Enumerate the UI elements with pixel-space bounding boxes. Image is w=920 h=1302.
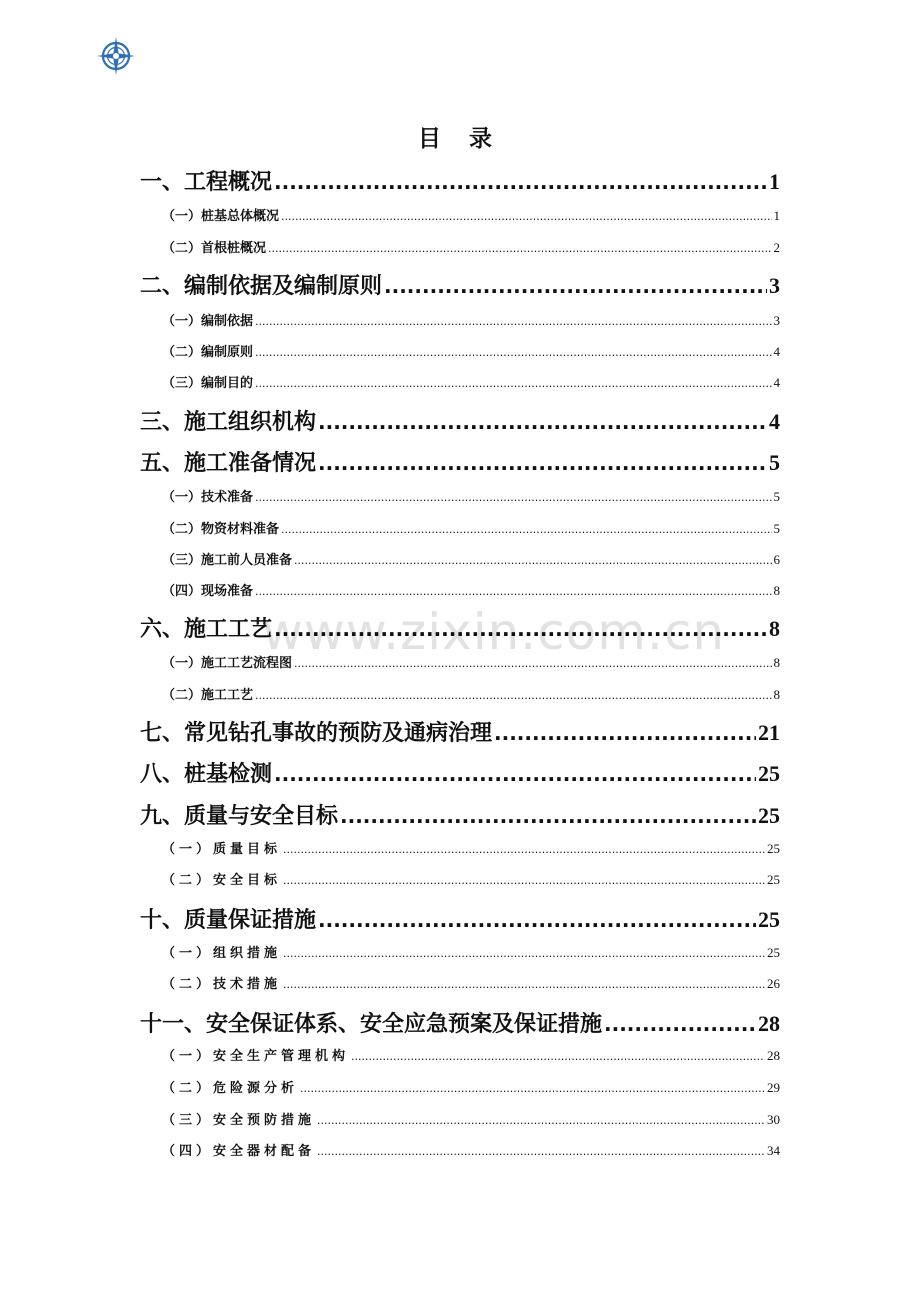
- toc-leader-dots: [340, 804, 756, 828]
- toc-entry-title: 一、工程概况: [140, 170, 273, 195]
- toc-page-number: 1: [773, 208, 780, 223]
- toc-entry-title: 六、施工工艺: [140, 617, 273, 642]
- toc-leader-dots: [300, 1082, 765, 1095]
- toc-entry-title: （二）首根桩概况: [162, 241, 267, 256]
- toc-leader-dots: [268, 242, 771, 255]
- toc-page-number: 30: [767, 1112, 780, 1127]
- toc-page-number: 25: [758, 761, 780, 786]
- toc-entry-level2[interactable]: [140, 1045, 780, 1064]
- toc-entry-level1[interactable]: [140, 405, 780, 436]
- toc-entry-level2[interactable]: [140, 973, 780, 992]
- toc-entry-level2[interactable]: [140, 1109, 780, 1128]
- toc-entry-level2[interactable]: [140, 580, 780, 599]
- toc-page-number: 25: [767, 841, 780, 856]
- toc-entry-title: （二）技术措施: [162, 977, 282, 992]
- toc-entry-level2[interactable]: [140, 1140, 780, 1159]
- toc-page-number: 4: [773, 375, 780, 390]
- toc-page-number: 2: [773, 240, 780, 255]
- toc-entry-title: 二、编制依据及编制原则: [140, 274, 383, 299]
- toc-page-number: 3: [773, 313, 780, 328]
- toc-entry-title: （二）危险源分析: [162, 1081, 299, 1096]
- toc-entry-title: （一）施工工艺流程图: [162, 656, 293, 671]
- toc-page-number: 34: [767, 1143, 780, 1158]
- toc-page-number: 26: [767, 976, 780, 991]
- toc-entry-level1[interactable]: [140, 165, 780, 196]
- toc-leader-dots: [283, 874, 765, 887]
- toc-page-number: 6: [773, 552, 780, 567]
- toc-entry-title: （一）质量目标: [162, 842, 282, 857]
- toc-entry-level2[interactable]: [140, 869, 780, 888]
- toc-page-number: 1: [769, 169, 780, 194]
- toc-leader-dots: [318, 410, 767, 434]
- toc-leader-dots: [283, 843, 765, 856]
- toc-entry-title: 九、质量与安全目标: [140, 804, 339, 829]
- toc-page-number: 5: [773, 489, 780, 504]
- toc-page-number: 25: [767, 872, 780, 887]
- toc-leader-dots: [317, 1114, 765, 1127]
- toc-entry-title: （一）安全生产管理机构: [162, 1049, 350, 1064]
- page-title: 目 录: [417, 126, 502, 152]
- toc-page-number: 8: [773, 583, 780, 598]
- toc-leader-dots: [351, 1050, 765, 1063]
- toc-entry-title: （二）编制原则: [162, 345, 254, 360]
- toc-entry-level2[interactable]: [140, 310, 780, 329]
- toc-entry-level1[interactable]: [140, 903, 780, 934]
- toc-leader-dots: [255, 585, 771, 598]
- toc-leader-dots: [494, 721, 756, 745]
- watermark-text: www.zixin.com.cn: [262, 603, 726, 661]
- toc-page-number: 4: [769, 409, 780, 434]
- toc-leader-dots: [255, 377, 771, 390]
- toc-page-number: 25: [767, 945, 780, 960]
- toc-entry-title: （二）安全目标: [162, 873, 282, 888]
- toc-leader-dots: [384, 274, 767, 298]
- toc-entry-title: 三、施工组织机构: [140, 410, 317, 435]
- toc-leader-dots: [255, 689, 771, 702]
- toc-leader-dots: [255, 491, 771, 504]
- toc-leader-dots: [274, 762, 756, 786]
- toc-page-number: 29: [767, 1080, 780, 1095]
- toc-leader-dots: [283, 978, 765, 991]
- toc-entry-level1[interactable]: [140, 1007, 780, 1038]
- toc-page-number: 28: [758, 1011, 780, 1036]
- toc-entry-level1[interactable]: [140, 446, 780, 477]
- toc-page-number: 8: [773, 687, 780, 702]
- toc-entry-level2[interactable]: [140, 205, 780, 224]
- toc-leader-dots: [283, 947, 765, 960]
- toc-entry-level2[interactable]: [140, 237, 780, 256]
- toc-entry-level1[interactable]: [140, 612, 780, 643]
- toc-page-number: 28: [767, 1048, 780, 1063]
- toc-entry-title: （四）现场准备: [162, 584, 254, 599]
- toc-entry-title: （三）编制目的: [162, 376, 254, 391]
- toc-leader-dots: [318, 451, 767, 475]
- toc-entry-title: （二）物资材料准备: [162, 522, 280, 537]
- toc-entry-level2[interactable]: [140, 518, 780, 537]
- toc-leader-dots: [274, 617, 767, 641]
- toc-leader-dots: [255, 315, 771, 328]
- toc-entry-level1[interactable]: [140, 269, 780, 300]
- toc-entry-title: 七、常见钻孔事故的预防及通病治理: [140, 721, 493, 746]
- company-logo-icon: [96, 36, 136, 76]
- toc-page-number: 5: [769, 450, 780, 475]
- toc-leader-dots: [274, 170, 767, 194]
- toc-entry-level1[interactable]: [140, 799, 780, 830]
- toc-page-number: 21: [758, 720, 780, 745]
- toc-entry-title: （一）编制依据: [162, 314, 254, 329]
- toc-entry-title: （一）桩基总体概况: [162, 209, 280, 224]
- toc-entry-level2[interactable]: [140, 486, 780, 505]
- toc-leader-dots: [281, 523, 771, 536]
- toc-entry-level2[interactable]: [140, 1077, 780, 1096]
- toc-page-number: 3: [769, 273, 780, 298]
- toc-leader-dots: [318, 908, 756, 932]
- toc-page-number: 4: [773, 344, 780, 359]
- toc-entry-level2[interactable]: [140, 549, 780, 568]
- toc-entry-title: （一）技术准备: [162, 490, 254, 505]
- toc-entry-title: 八、桩基检测: [140, 762, 273, 787]
- toc-leader-dots: [294, 554, 771, 567]
- toc-entry-level2[interactable]: [140, 684, 780, 703]
- toc-entry-title: （三）施工前人员准备: [162, 553, 293, 568]
- toc-leader-dots: [255, 346, 771, 359]
- toc-entry-level2[interactable]: [140, 838, 780, 857]
- toc-page-number: 5: [773, 521, 780, 536]
- toc-entry-level2[interactable]: [140, 372, 780, 391]
- toc-entry-level2[interactable]: [140, 652, 780, 671]
- toc-entry-level1[interactable]: [140, 716, 780, 747]
- toc-page-number: 25: [758, 803, 780, 828]
- toc-page-number: 8: [773, 655, 780, 670]
- toc-entry-level2[interactable]: [140, 942, 780, 961]
- toc-entry-level2[interactable]: [140, 341, 780, 360]
- toc-leader-dots: [294, 657, 771, 670]
- toc-entry-title: 十、质量保证措施: [140, 908, 317, 933]
- toc-leader-dots: [604, 1012, 756, 1036]
- toc-page-number: 8: [769, 616, 780, 641]
- toc-entry-level1[interactable]: [140, 757, 780, 788]
- toc-page-number: 25: [758, 907, 780, 932]
- toc-leader-dots: [281, 210, 771, 223]
- toc-entry-title: （三）安全预防措施: [162, 1113, 316, 1128]
- toc-leader-dots: [317, 1145, 765, 1158]
- toc-entry-title: （四）安全器材配备: [162, 1144, 316, 1159]
- toc-entry-title: （二）施工工艺: [162, 688, 254, 703]
- toc-entry-title: 十一、安全保证体系、安全应急预案及保证措施: [140, 1012, 603, 1037]
- toc-entry-title: （一）组织措施: [162, 946, 282, 961]
- toc-entry-title: 五、施工准备情况: [140, 451, 317, 476]
